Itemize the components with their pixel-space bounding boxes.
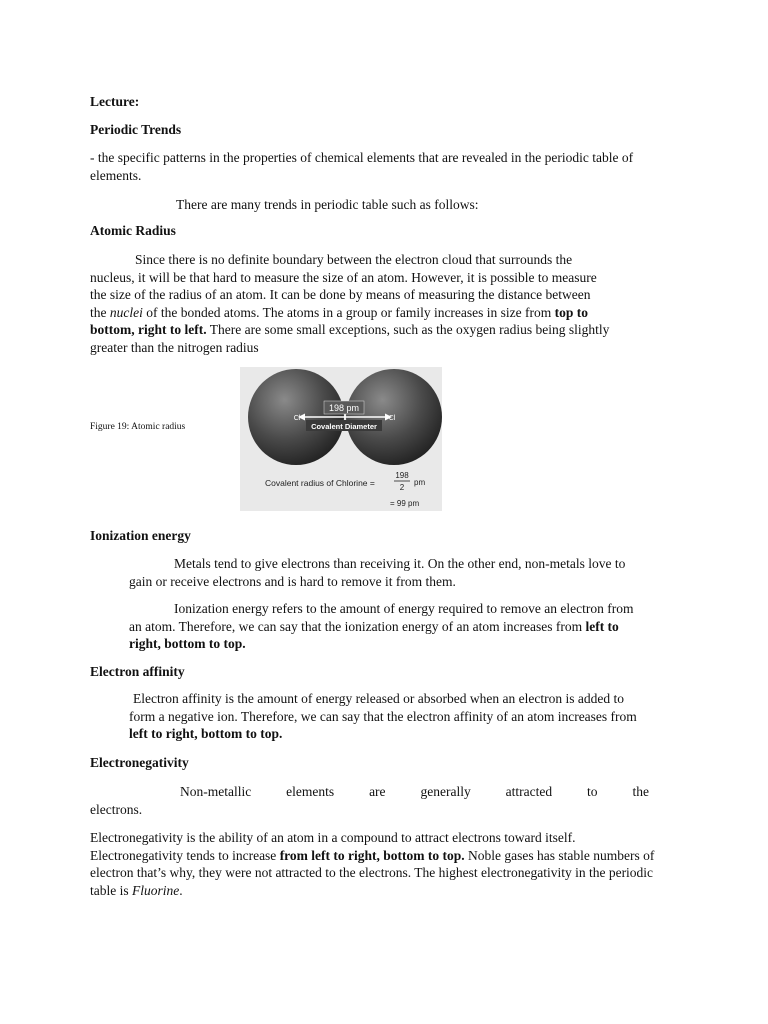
electronegativity-heading: Electronegativity bbox=[90, 755, 189, 770]
right-atom-symbol: Cl bbox=[388, 415, 396, 422]
lecture-label: Lecture: bbox=[90, 94, 140, 109]
chlorine-molecule-diagram bbox=[240, 367, 442, 511]
atomic-radius-paragraph: Since there is no definite boundary between the electron cloud that surrounds the nucleus, it will be that hard to measure the size of an atom. However, it is possible to measure the size of the radius of an atom. It can be done by means of measuring the distance between the nuclei of the bonded atoms. The atoms in a group or family increases in size from top to bottom, right to left. There are some small exceptions, such as the oxygen radius being slightly greater than the nitrogen radius bbox=[90, 252, 610, 355]
formula-result: = 99 pm bbox=[390, 499, 420, 508]
word: generally bbox=[420, 784, 471, 799]
atomic-radius-heading: Atomic Radius bbox=[90, 223, 176, 238]
word: Non-metallic bbox=[180, 784, 252, 799]
word: to bbox=[587, 784, 598, 799]
atomic-radius-figure bbox=[240, 367, 442, 511]
formula-unit: pm bbox=[414, 478, 426, 487]
word: are bbox=[369, 784, 386, 799]
word: the bbox=[632, 784, 649, 799]
electronegativity-line-1 bbox=[180, 783, 649, 801]
formula-numerator: 198 bbox=[395, 471, 409, 480]
figure-caption: Figure 19: Atomic radius bbox=[90, 422, 186, 432]
left-atom-symbol: Cl bbox=[293, 415, 301, 422]
affinity-heading: Electron affinity bbox=[90, 664, 185, 679]
distance-label: 198 pm bbox=[328, 403, 360, 413]
word: attracted bbox=[505, 784, 553, 799]
definition-text: - the specific patterns in the properties of chemical elements that are revealed in the periodic table of elements. bbox=[90, 150, 634, 183]
ionization-paragraph-1: Metals tend to give electrons than receiving it. On the other end, non-metals love to gain or receive electrons and is hard to remove it from them. bbox=[129, 556, 626, 589]
affinity-paragraph: Electron affinity is the amount of energy released or absorbed when an electron is added to form a negative ion. Therefore, we can say that the electron affinity of an atom increases from left to right, bottom to top. bbox=[129, 691, 637, 741]
word: elements bbox=[286, 784, 335, 799]
electronegativity-line-2: electrons. bbox=[90, 802, 143, 817]
ionization-paragraph-2: Ionization energy refers to the amount of energy required to remove an electron from an atom. Therefore, we can say that the ionization energy of an atom increases from left to right, bottom to top. bbox=[129, 601, 634, 651]
diameter-label: Covalent Diameter bbox=[311, 422, 377, 431]
ionization-heading: Ionization energy bbox=[90, 528, 191, 543]
electronegativity-paragraph: Electronegativity is the ability of an atom in a compound to attract electrons toward itself. Electronegativity tends to increase from left to right, bottom to top. Noble gases has stable numbers of electron that’s why, they were not attracted to the electrons. The highest electronegativity in the periodic table is Fluorine. bbox=[90, 830, 655, 898]
formula-prefix: Covalent radius of Chlorine = bbox=[265, 478, 375, 488]
formula-denominator: 2 bbox=[399, 483, 405, 492]
page-title: Periodic Trends bbox=[90, 122, 182, 137]
intro-text: There are many trends in periodic table such as follows: bbox=[176, 197, 479, 212]
